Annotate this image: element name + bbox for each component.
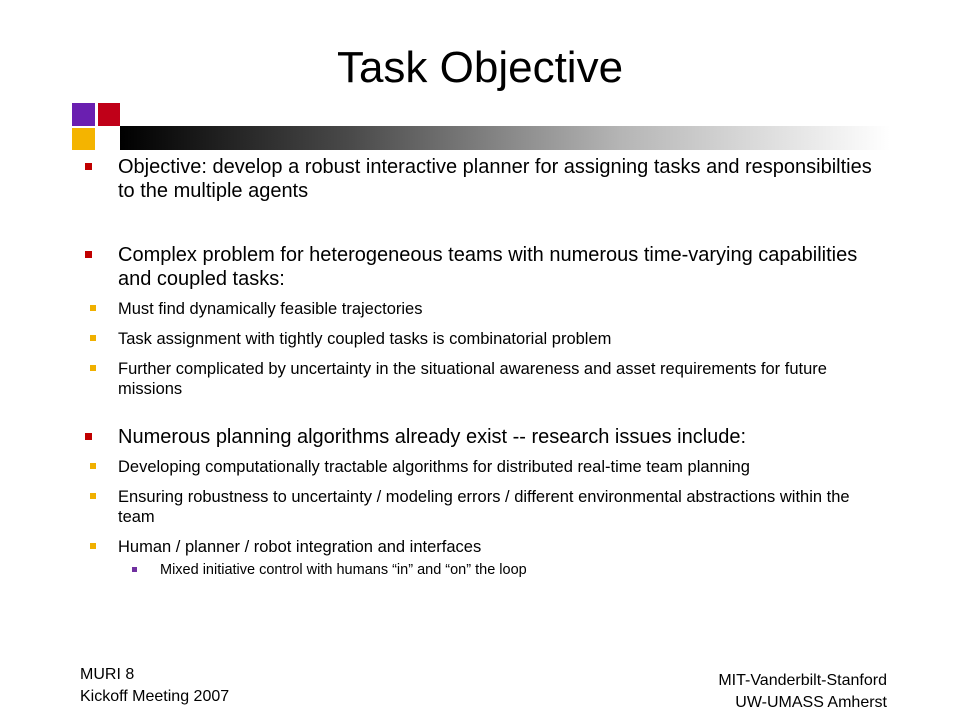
footer-project: MURI 8 xyxy=(80,666,135,683)
footer-right xyxy=(718,670,887,714)
bullet-objective xyxy=(82,155,882,203)
footer-meeting: Kickoff Meeting 2007 xyxy=(80,688,230,705)
sub-bullet-text: Task assignment with tightly coupled tasks is combinatorial problem xyxy=(118,330,612,348)
sub-bullet-marker xyxy=(90,493,96,499)
sub-sub-bullet-text: Mixed initiative control with humans “in” and “on” the loop xyxy=(160,562,527,578)
sub-bullet xyxy=(40,457,882,477)
sub-bullet-text: Human / planner / robot integration and interfaces xyxy=(118,538,482,556)
bullet-numerous xyxy=(82,425,882,449)
sub-bullet xyxy=(40,487,882,527)
slide-title: Task Objective xyxy=(336,43,624,92)
decoration-square-red xyxy=(97,103,120,126)
bullet-text: Objective: develop a robust interactive planner for assigning tasks and responsibilties to the multiple agents xyxy=(118,156,872,202)
sub-bullet-text: Must find dynamically feasible trajectories xyxy=(118,300,423,318)
decoration-square-purple xyxy=(72,103,95,126)
decoration-square-gold xyxy=(72,127,95,150)
bullet-group-numerous xyxy=(82,425,882,579)
sub-bullet-text: Further complicated by uncertainty in the situational awareness and asset requirements for future missions xyxy=(118,360,827,398)
sub-bullet-marker xyxy=(90,463,96,469)
sub-bullet xyxy=(40,359,882,399)
bullet-complex xyxy=(82,243,882,291)
bullet-marker xyxy=(85,433,92,440)
sub-bullet-marker xyxy=(90,335,96,341)
slide-body xyxy=(82,155,882,605)
bullet-text: Complex problem for heterogeneous teams with numerous time-varying capabilities and coupled tasks: xyxy=(118,244,858,290)
bullet-marker xyxy=(85,163,92,170)
sub-bullet-marker xyxy=(90,365,96,371)
sub-bullet xyxy=(40,329,882,349)
sub-bullet-text: Developing computationally tractable algorithms for distributed real-time team planning xyxy=(118,458,750,476)
sub-sub-bullet xyxy=(40,561,882,579)
sub-bullet-marker xyxy=(90,543,96,549)
sub-sub-bullet-marker xyxy=(132,567,137,572)
decoration-divider-horizontal xyxy=(72,126,120,128)
sub-bullet xyxy=(40,299,882,319)
sub-bullet-text: Ensuring robustness to uncertainty / modeling errors / different environmental abstractions within the team xyxy=(118,488,850,526)
footer-institutions-line1: MIT-Vanderbilt-Stanford xyxy=(718,672,887,689)
bullet-marker xyxy=(85,251,92,258)
footer-institutions-line2: UW-UMASS Amherst xyxy=(735,694,887,711)
footer-left xyxy=(80,664,229,708)
sub-bullet xyxy=(40,537,882,557)
bullet-text: Numerous planning algorithms already exist -- research issues include: xyxy=(118,426,747,448)
bullet-group-complex xyxy=(82,243,882,399)
sub-bullet-marker xyxy=(90,305,96,311)
decoration-gradient-bar xyxy=(120,126,890,150)
